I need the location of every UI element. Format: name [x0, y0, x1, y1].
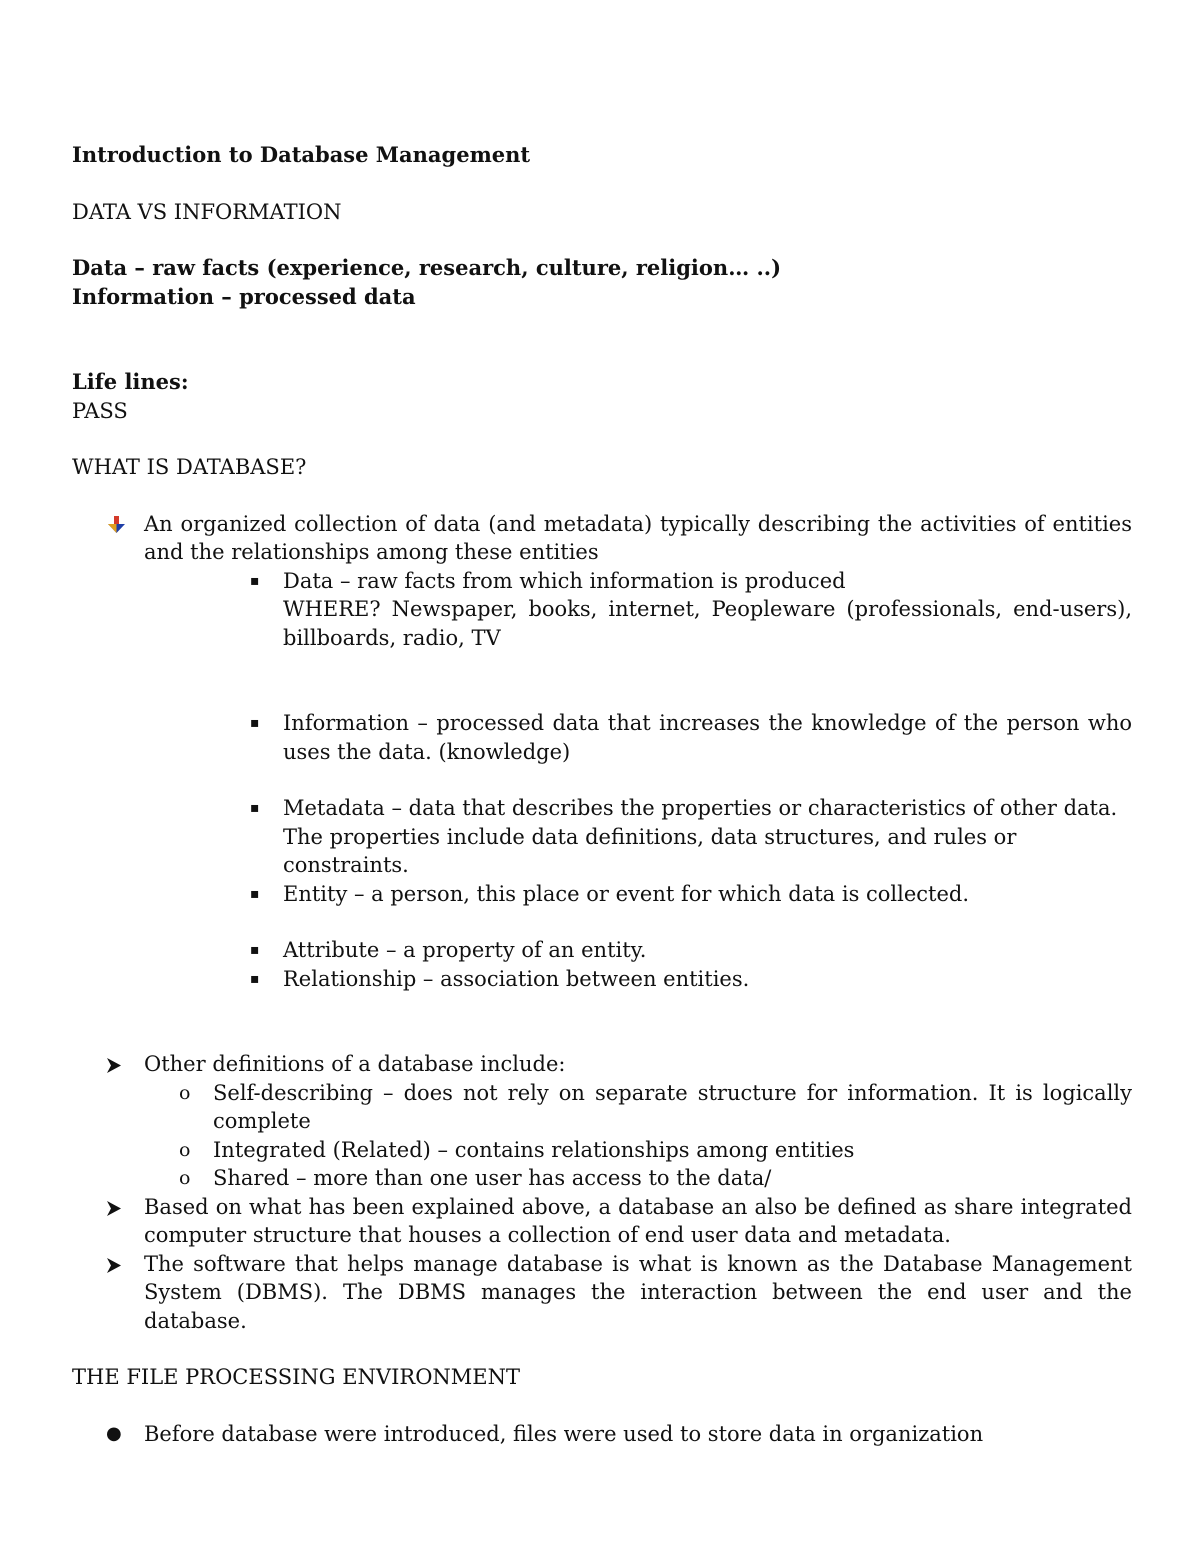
shared-text: Shared – more than one user has access to the data/ [213, 1166, 772, 1190]
self-describing-text: Self-describing – does not rely on separate structure for information. It is logically complete [213, 1080, 1132, 1133]
circle-bullet: o [179, 1138, 191, 1161]
other-definition-integrated [72, 1136, 1132, 1165]
dot-bullet: ● [106, 1422, 122, 1444]
arrowhead-icon [106, 1050, 136, 1073]
section-heading-data-vs-information: DATA VS INFORMATION [72, 199, 342, 224]
definition-information: Information – processed data [72, 283, 416, 309]
other-definitions-intro: Other definitions of a database include: [144, 1052, 566, 1076]
term-item-information [72, 709, 1132, 766]
term-item-metadata [72, 794, 1132, 880]
arrowhead-icon [106, 1193, 136, 1216]
term-item-data [72, 567, 1132, 653]
term-data-where-text: WHERE? Newspaper, books, internet, Peopleware (professionals, end-users), billboards, radio, TV [283, 597, 1132, 650]
lifelines-value: PASS [72, 398, 128, 423]
square-bullet: ▪ [250, 572, 260, 589]
document-page [72, 141, 1132, 1448]
other-definitions-item [72, 1050, 1132, 1079]
square-bullet: ▪ [250, 942, 260, 958]
arrowhead-icon [106, 1250, 136, 1273]
term-entity-text: Entity – a person, this place or event for which data is collected. [283, 881, 970, 906]
term-data-text: Data – raw facts from which information is produced [283, 568, 846, 593]
circle-bullet: o [179, 1081, 191, 1104]
lifelines-label: Life lines: [72, 369, 189, 394]
database-definition-text: An organized collection of data (and metadata) typically describing the activities of entities and the relationships among these entities [144, 511, 1132, 564]
term-item-attribute [72, 936, 1132, 965]
square-bullet: ▪ [250, 715, 260, 731]
section-heading-what-is-database: WHAT IS DATABASE? [72, 455, 307, 479]
explained-item [72, 1193, 1132, 1250]
term-information-text: Information – processed data that increases the knowledge of the person who uses the data. (knowledge) [283, 711, 1132, 764]
other-definition-self-describing [72, 1079, 1132, 1136]
dbms-item [72, 1250, 1132, 1336]
definition-data: Data – raw facts (experience, research, culture, religion… ..) [72, 255, 782, 280]
term-metadata-text: Metadata – data that describes the properties or characteristics of other data. The properties include data definitions, data structures, and rules or constraints. [283, 796, 1118, 877]
circle-bullet: o [179, 1167, 191, 1189]
section-heading-file-processing: THE FILE PROCESSING ENVIRONMENT [72, 1365, 521, 1389]
square-bullet: ▪ [250, 885, 260, 902]
term-relationship-text: Relationship – association between entities. [283, 966, 750, 991]
other-definition-shared [72, 1164, 1132, 1193]
file-note-text: Before database were introduced, files were used to store data in organization [144, 1421, 984, 1446]
integrated-text: Integrated (Related) – contains relationships among entities [213, 1137, 855, 1162]
term-item-entity [72, 880, 1132, 909]
square-bullet: ▪ [250, 800, 260, 816]
database-definition-item [72, 510, 1132, 567]
term-attribute-text: Attribute – a property of an entity. [283, 938, 647, 962]
dbms-text: The software that helps manage database is what is known as the Database Management System (DBMS). The DBMS manages the interaction between the end user and the database. [144, 1251, 1132, 1333]
file-note-item [72, 1420, 1132, 1449]
document-title: Introduction to Database Management [72, 142, 531, 167]
down-arrow-icon [106, 510, 136, 534]
explained-text: Based on what has been explained above, a database an also be defined as share integrated computer structure that houses a collection of end user data and metadata. [144, 1194, 1132, 1247]
square-bullet: ▪ [250, 970, 260, 987]
term-item-relationship [72, 965, 1132, 994]
